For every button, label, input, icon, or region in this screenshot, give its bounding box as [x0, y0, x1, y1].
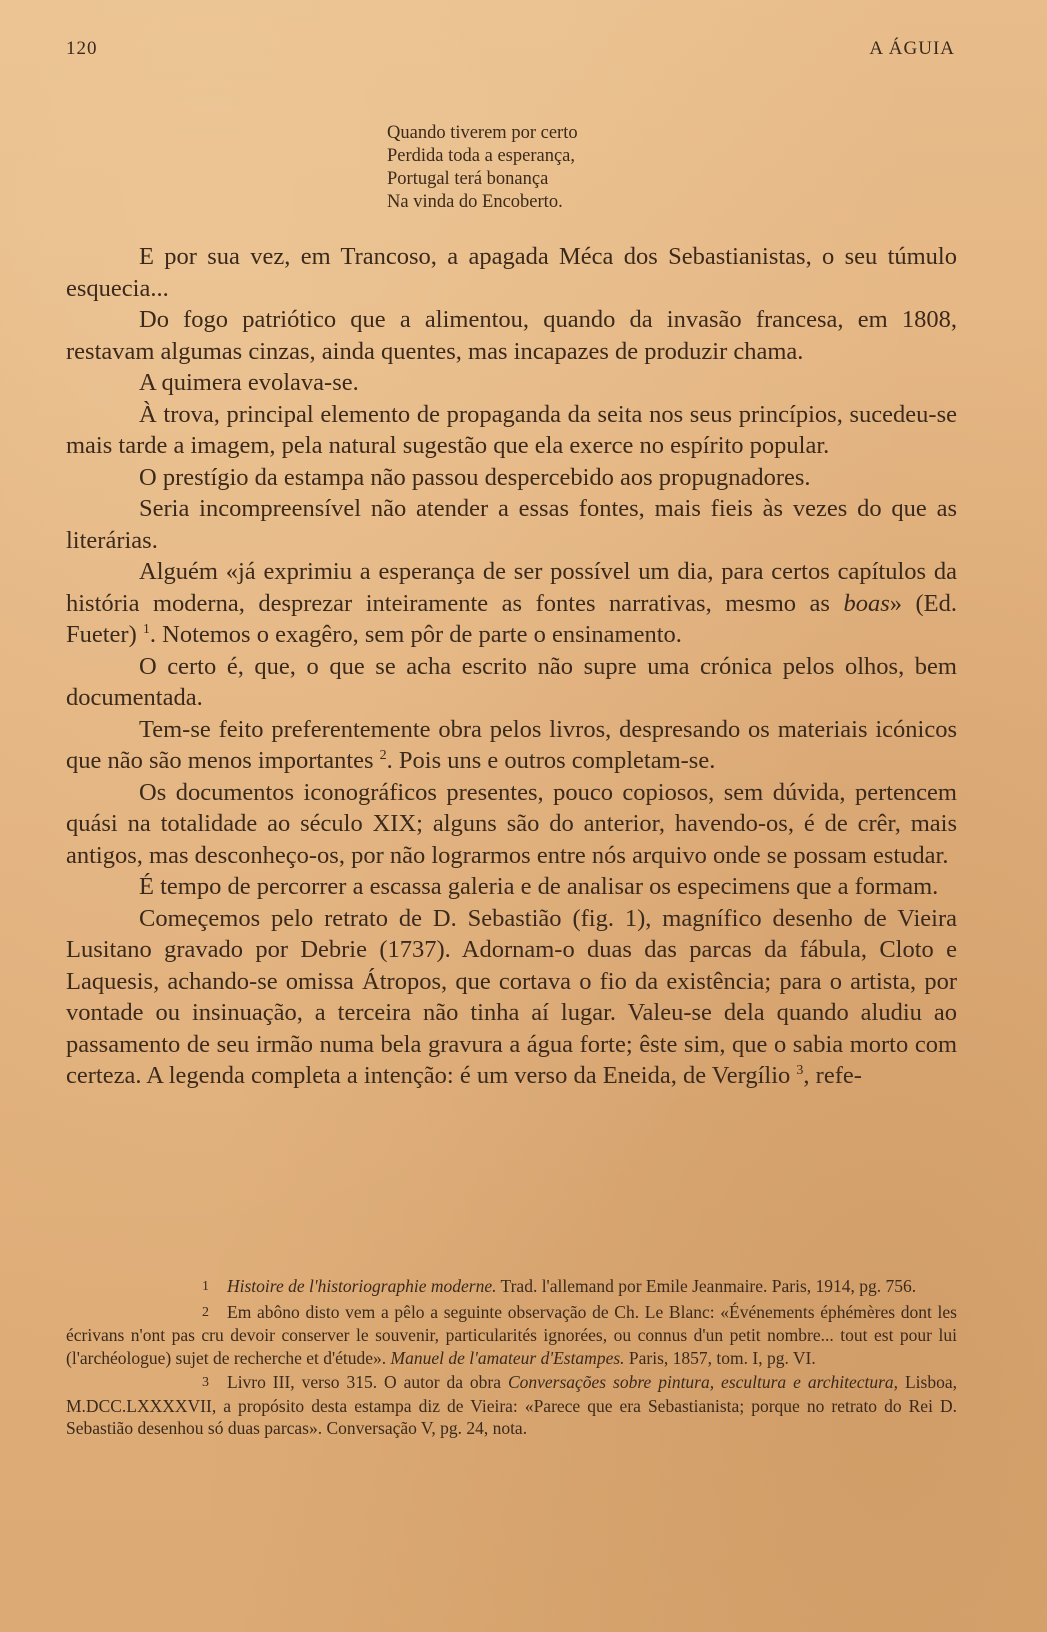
- journal-title: A ÁGUIA: [869, 38, 955, 59]
- paragraph: [66, 903, 957, 1092]
- paragraph: Do fogo patriótico que a alimentou, quando da invasão francesa, em 1808, restavam algumas cinzas, ainda quentes, mas incapazes de produzir chama.: [66, 306, 957, 365]
- footnote-text: Paris, 1857, tom. I, pg. VI.: [624, 1347, 816, 1368]
- footnote: [66, 1371, 957, 1440]
- footnote-text: Trad. l'allemand por Emile Jeanmaire. Paris, 1914, pg. 756.: [496, 1276, 917, 1296]
- body-text: [66, 241, 957, 1092]
- footnote-text: Em abôno disto vem a pêlo a seguinte observação de Ch. Le Blanc: «Événements éphémères dont les écrivans n'ont pas cru devoir conserver le souvenir, particularités ignorées, ou connus d'un petit nombre... tout est pour lui (l'archéologue) sujet de recherche et d'étude».: [66, 1301, 957, 1368]
- footnote-text: Livro III, verso 315. O autor da obra: [227, 1372, 508, 1392]
- verse-line: Na vinda do Encoberto.: [387, 192, 563, 212]
- footnote-number: 2: [202, 1304, 209, 1320]
- paragraph: À trova, principal elemento de propaganda da seita nos seus princípios, sucedeu-se mais tarde a imagem, pela natural sugestão que ela exerce no espírito popular.: [66, 400, 957, 459]
- verse-line: Portugal terá bonança: [387, 169, 549, 189]
- paragraph-text: Começemos pelo retrato de D. Sebastião (fig. 1), magnífico desenho de Vieira Lusitano gravado por Debrie (1737). Adornam-o duas das parcas da fábula, Cloto e Laquesis, achando-se omissa Átropos, que cortava o fio da existência; para o artista, por vontade ou insinuação, a terceira não tinha aí lugar. Valeu-se dela quando aludiu ao passamento de seu irmão numa bela gravura a água forte; êste sim, que o sabia morto com certeza. A legenda completa a intenção: é um verso da Eneida, de Vergílio: [66, 904, 957, 1089]
- footnote-title: Manuel de l'amateur d'Estampes.: [390, 1347, 625, 1368]
- emphasis-text: boas: [843, 589, 890, 617]
- footnote-text: Lisboa, M.DCC.LXXXXVII, a propósito desta estampa diz de Vieira: «Parece que era Sebastianista; porque no retrato do Rei D. Sebastião desenhou só duas parcas». Conversação V, pg. 24, nota.: [66, 1372, 957, 1438]
- paragraph-text: . Notemos o exagêro, sem pôr de parte o ensinamento.: [149, 621, 682, 648]
- paragraph: [66, 714, 957, 777]
- footnote: [66, 1275, 957, 1299]
- footnote-title: Histoire de l'historiographie moderne.: [227, 1276, 497, 1296]
- paragraph-text: » (Ed. Fueter): [66, 589, 957, 648]
- verse-quatrain: [387, 122, 578, 214]
- footnote: [66, 1301, 957, 1370]
- footnote-ref: 1: [142, 621, 150, 637]
- paragraph: O certo é, que, o que se acha escrito não supre uma crónica pelos olhos, bem documentada.: [66, 652, 957, 711]
- paragraph-text: . Pois uns e outros completam-se.: [386, 747, 716, 774]
- footnote-number: 3: [202, 1375, 209, 1390]
- paragraph: A quimera evolava-se.: [139, 369, 359, 396]
- paragraph-text: , refe-: [803, 1062, 862, 1089]
- paragraph: Seria incompreensível não atender a essas fontes, mais fieis às vezes do que as literárias.: [66, 495, 957, 554]
- paragraph: Os documentos iconográficos presentes, pouco copiosos, sem dúvida, pertencem quási na totalidade ao século XIX; alguns são do anterior, havendo-os, é de crêr, mais antigos, mas desconheço-os, por não lograrmos entre nós arquivo onde se possam estudar.: [66, 778, 957, 869]
- footnote-number: 1: [202, 1279, 209, 1294]
- running-head: [66, 38, 955, 60]
- verse-line: Quando tiverem por certo: [387, 123, 578, 143]
- paragraph: O prestígio da estampa não passou despercebido aos propugnadores.: [139, 463, 811, 491]
- footnote-ref: 2: [379, 747, 387, 763]
- paragraph: É tempo de percorrer a escassa galeria e de analisar os especimens que a formam.: [139, 873, 939, 900]
- paragraph: E por sua vez, em Trancoso, a apagada Méca dos Sebastianistas, o seu túmulo esquecia...: [66, 243, 957, 302]
- footnote-ref: 3: [796, 1062, 804, 1078]
- paragraph-text: Tem-se feito preferentemente obra pelos livros, despresando os materiais icónicos que não são menos importantes: [66, 715, 957, 774]
- footnote-title: Conversações sobre pintura, escultura e architectura,: [507, 1372, 899, 1392]
- footnotes: [66, 1275, 957, 1442]
- paragraph: [66, 556, 957, 651]
- page-number: 120: [66, 38, 98, 59]
- paragraph-text: Alguém «já exprimiu a esperança de ser possível um dia, para certos capítulos da história moderna, desprezar inteiramente as fontes narrativas, mesmo as: [66, 558, 957, 617]
- verse-line: Perdida toda a esperança,: [387, 146, 575, 166]
